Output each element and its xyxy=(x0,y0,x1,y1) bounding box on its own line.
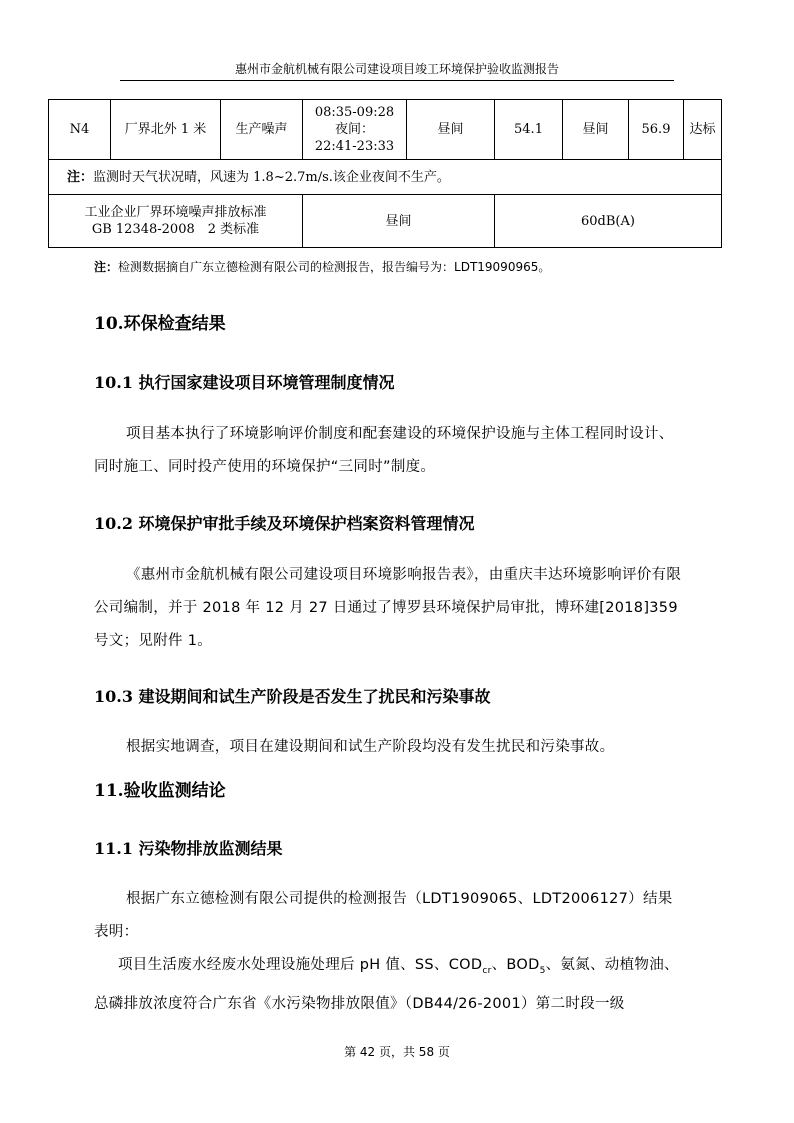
section-10-2-heading: 10.2 环境保护审批手续及环境保护档案资料管理情况 xyxy=(94,514,475,533)
section-11-1-heading: 11.1 污染物排放监测结果 xyxy=(94,839,283,858)
section-10-3-heading: 10.3 建设期间和试生产阶段是否发生了扰民和污染事故 xyxy=(94,687,491,706)
table-row xyxy=(49,100,722,160)
footnote-text: 检测数据摘自广东立德检测有限公司的检测报告，报告编号为：LDT19090965。 xyxy=(118,260,551,274)
p11-part1: 项目生活废水经废水处理设施处理后 pH 值、SS、COD xyxy=(118,957,483,973)
table-footnote xyxy=(94,258,550,275)
p11-part2: 、BOD xyxy=(491,957,540,973)
value2-cell: 56.9 xyxy=(629,100,684,160)
section-11-heading: 11.验收监测结论 xyxy=(94,781,226,801)
period2-cell: 昼间 xyxy=(563,100,629,160)
period1-cell: 昼间 xyxy=(407,100,495,160)
footnote-label: 注： xyxy=(94,260,119,274)
standard-cell xyxy=(49,195,303,248)
standard-limit-cell: 60dB(A) xyxy=(495,195,722,248)
header-rule xyxy=(120,80,674,81)
note-cell xyxy=(49,160,722,195)
paragraph-10-2: 《惠州市金航机械有限公司建设项目环境影响报告表》，由重庆丰达环境影响评价有限公司编制，并于 2018 年 12 月 27 日通过了博罗县环境保护局审批，博环建[2018]359 号文；见附件 1。 xyxy=(94,567,682,649)
point-cell: N4 xyxy=(49,100,111,160)
standard-line1: 工业企业厂界环境噪声排放标准 xyxy=(84,205,267,220)
paragraph-11-1b xyxy=(94,949,684,1021)
section-10-heading: 10.环保检查结果 xyxy=(94,314,226,334)
standard-line2: GB 12348-2008 2 类标准 xyxy=(91,222,260,237)
time-day: 08:35-09:28 xyxy=(314,105,395,120)
page-header: 惠州市金航机械有限公司建设项目竣工环境保护验收监测报告 xyxy=(234,62,559,76)
paragraph-10-3: 根据实地调查，项目在建设期间和试生产阶段均没有发生扰民和污染事故。 xyxy=(126,739,615,755)
source-cell: 生产噪声 xyxy=(221,100,303,160)
location-cell: 厂界北外 1 米 xyxy=(111,100,221,160)
noise-table xyxy=(48,99,722,248)
page-footer: 第 42 页，共 58 页 xyxy=(344,1045,450,1059)
paragraph-11-1a: 根据广东立德检测有限公司提供的检测报告（LDT1909065、LDT2006127）结果表明： xyxy=(94,891,673,940)
standard-period-cell: 昼间 xyxy=(303,195,495,248)
p11-sub1: cr xyxy=(482,965,492,976)
value1-cell: 54.1 xyxy=(495,100,563,160)
section-10-1-heading: 10.1 执行国家建设项目环境管理制度情况 xyxy=(94,373,395,392)
note-label: 注： xyxy=(67,169,94,185)
time-night: 22:41-23:33 xyxy=(314,139,395,154)
result-cell: 达标 xyxy=(684,100,722,160)
p11-part3: 、氨氮、动植物油、总磷排放浓度符合广东省《水污染物排放限值》（DB44/26-2001）第二时段一级 xyxy=(94,957,679,1012)
time-cell xyxy=(303,100,407,160)
note-text: 监测时天气状况晴，风速为 1.8~2.7m/s.该企业夜间不生产。 xyxy=(93,169,450,185)
time-night-label: 夜间： xyxy=(334,122,374,137)
p11-sub2: 5 xyxy=(539,965,546,976)
table-row xyxy=(49,160,722,195)
table-row xyxy=(49,195,722,248)
paragraph-10-1: 项目基本执行了环境影响评价制度和配套建设的环境保护设施与主体工程同时设计、同时施工、同时投产使用的环境保护“三同时”制度。 xyxy=(94,426,674,475)
